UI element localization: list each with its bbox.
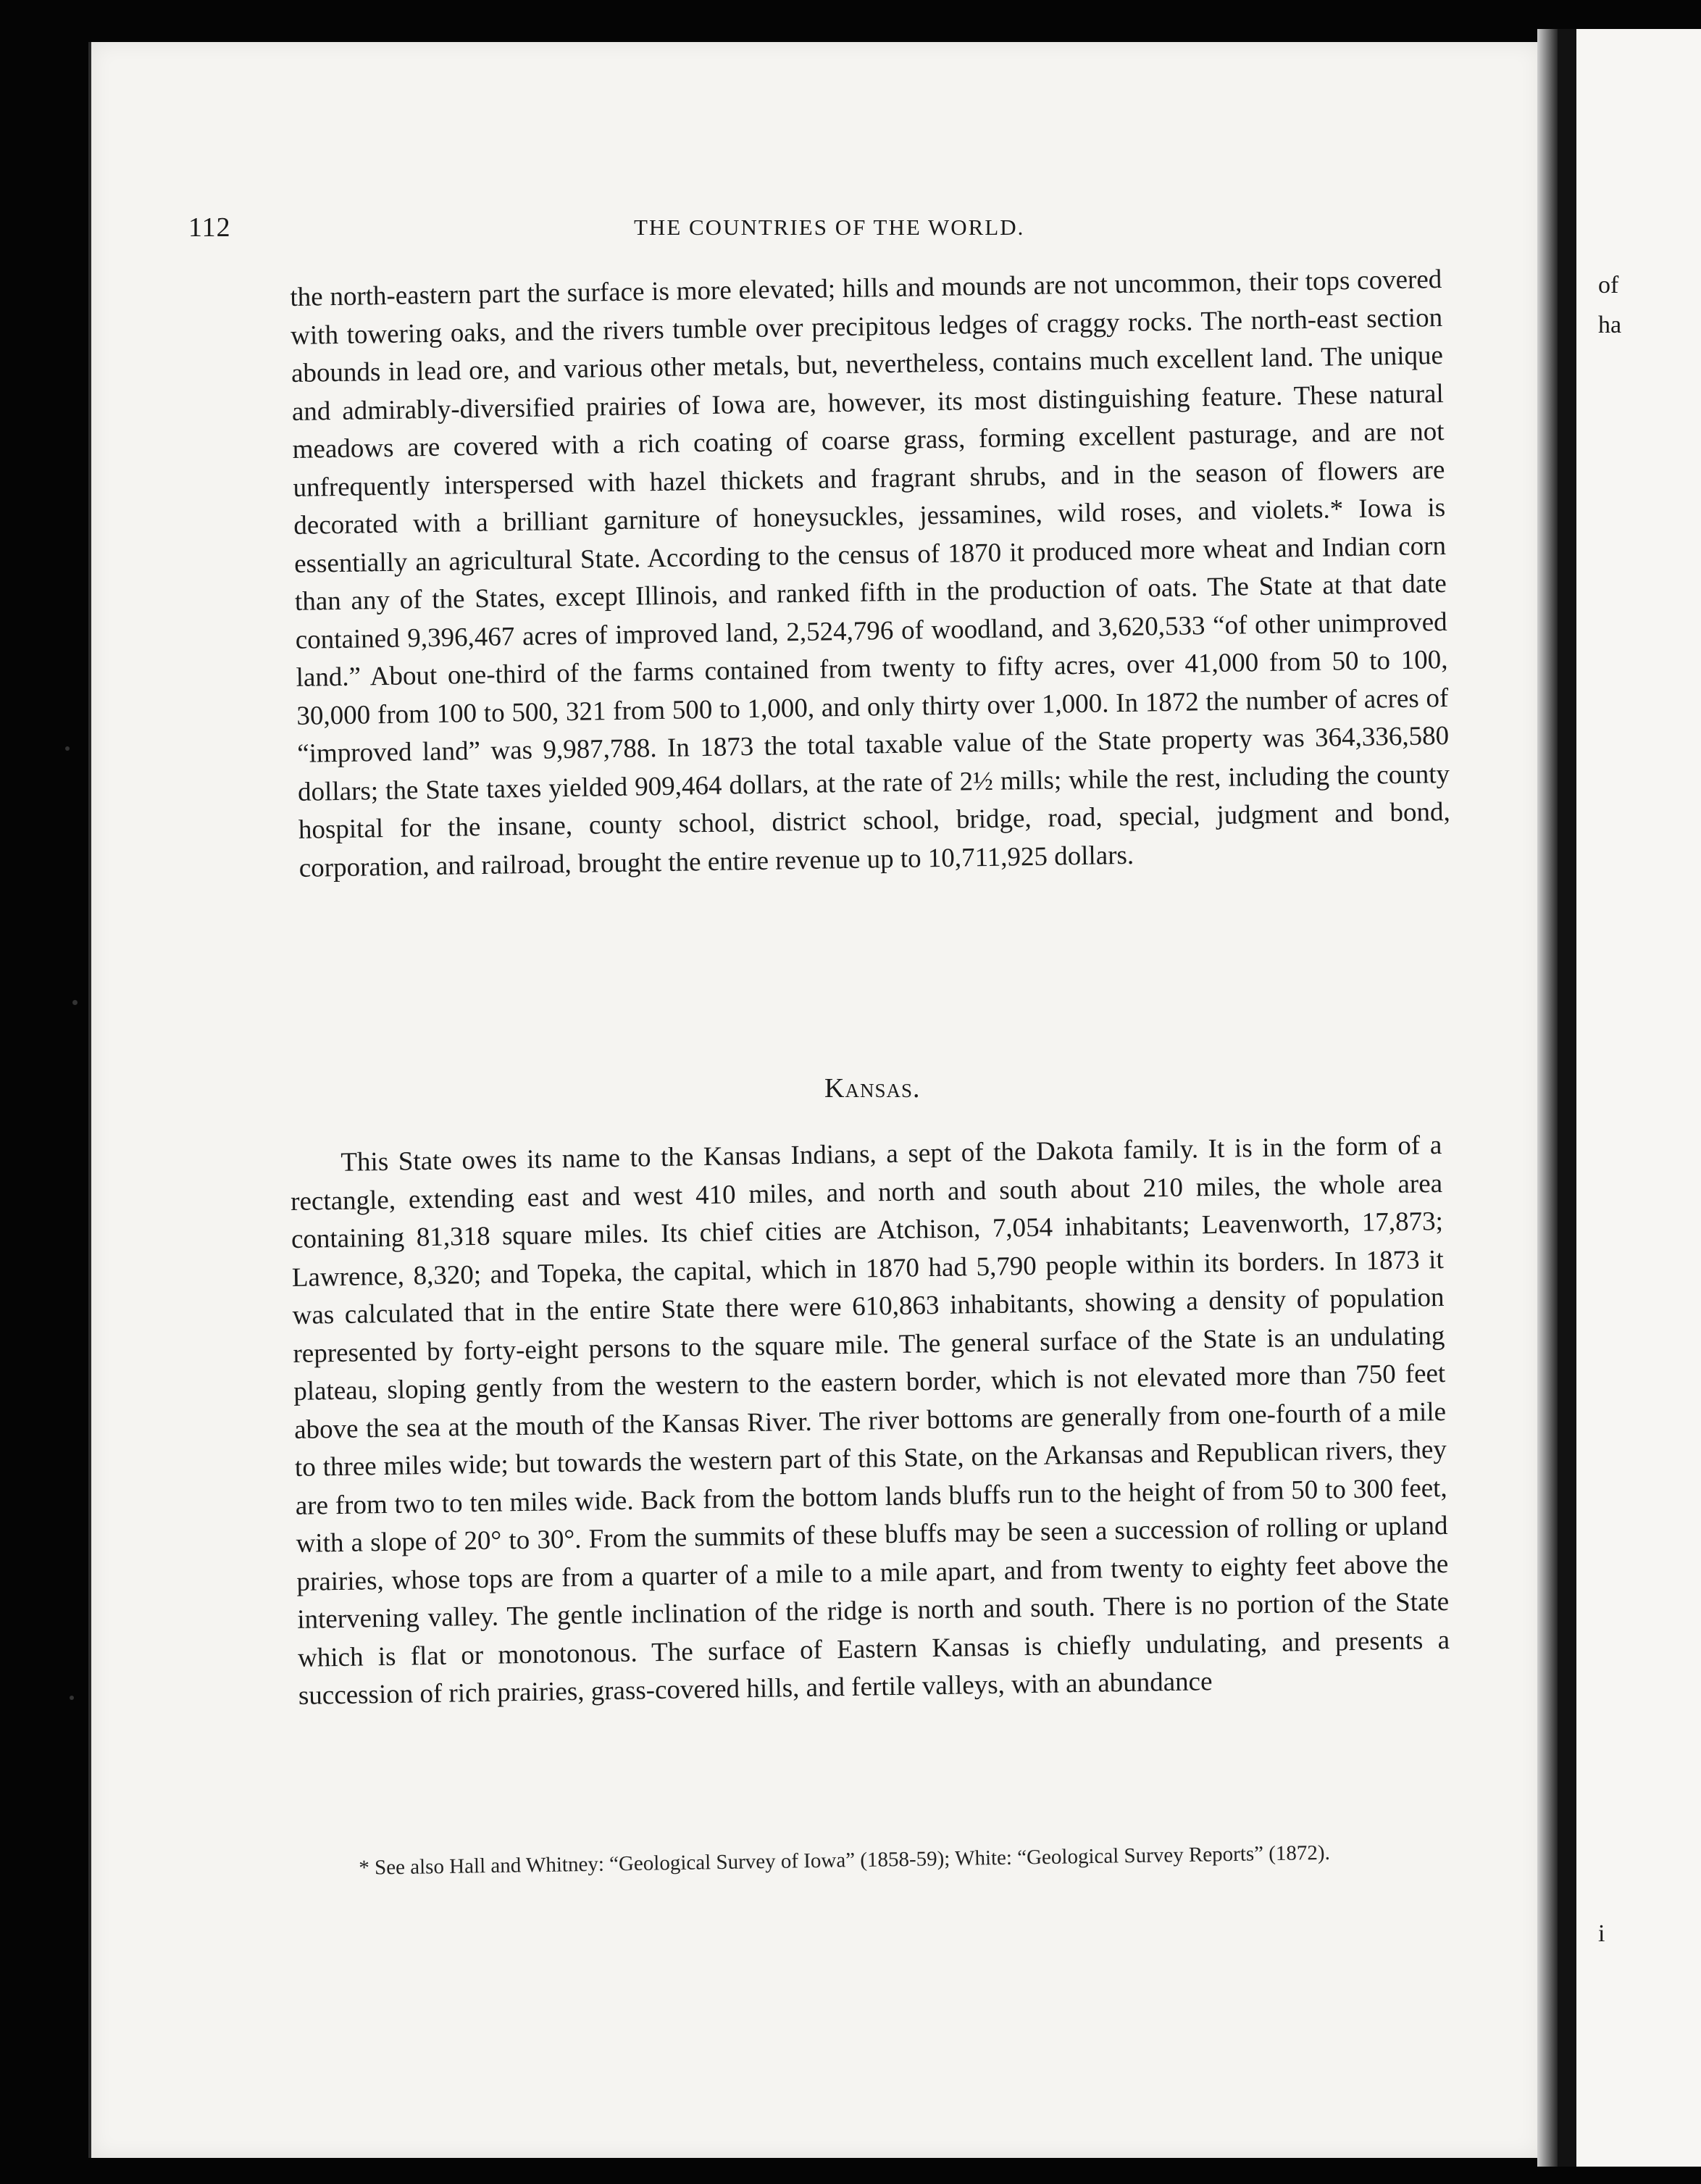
scan-speck — [70, 1696, 74, 1700]
facing-page-text-3: i — [1598, 1920, 1605, 1947]
kansas-text-block — [290, 1127, 1450, 1715]
book-gutter — [1537, 29, 1559, 2167]
facing-page-fragment — [1558, 29, 1701, 2167]
page-header — [188, 212, 1463, 255]
running-title: THE COUNTRIES OF THE WORLD. — [634, 214, 1025, 240]
page-number: 112 — [188, 212, 231, 243]
scan-speck — [72, 1000, 78, 1005]
scan-speck — [65, 746, 70, 751]
facing-page-text-2: ha — [1598, 312, 1622, 338]
body-paragraph: This State owes its name to the Kansas Indians, a sept of the Dakota family. It is in the form of a rectangle, extending east and west 410 miles, and north and south about 210 miles, the whole area containing 81,318 square miles. Its chief cities are Atchison, 7,054 inhabitants; Leavenworth, 17,873; Lawrence, 8,320; and Topeka, the capital, which in 1870 had 5,790 people within its borders. In 1873 it was calculated that in the entire State there were 610,863 inhabitants, showing a density of population represented by forty-eight persons to the square mile. The general surface of the State is an undulating plateau, sloping gently from the western to the eastern border, which is not elevated more than 750 feet above the sea at the mouth of the Kansas River. The river bottoms are generally from one-fourth of a mile to three miles wide; but towards the western part of this State, on the Arkansas and Republican rivers, they are from two to ten miles wide. Back from the bottom lands bluffs run to the height of from 50 to 300 feet, with a slope of 20° to 30°. From the summits of these bluffs may be seen a succession of rolling or upland prairies, whose tops are from a quarter of a mile to a mile apart, and from twenty to eighty feet above the intervening valley. The gentle inclination of the ridge is north and south. There is no portion of the State which is flat or monotonous. The surface of Eastern Kansas is chiefly undulating, and presents a succession of rich prairies, grass-covered hills, and fertile valleys, with an abundance — [290, 1130, 1450, 1711]
facing-page-text-1: of — [1598, 272, 1619, 299]
iowa-text-block — [290, 261, 1451, 888]
body-paragraph: the north-eastern part the surface is more elevated; hills and mounds are not uncommon, their tops covered with towering oaks, and the rivers tumble over precipitous ledges of craggy rocks. The north-east section abounds in lead ore, and various other metals, but, nevertheless, contains much excellent land. The unique and admirably-diversified prairies of Iowa are, however, its most distinguishing feature. These natural meadows are covered with a rich coating of coarse grass, forming excellent pasturage, and are not unfrequently interspersed with hazel thickets and fragrant shrubs, and in the season of flowers are decorated with a brilliant garniture of honeysuckles, jessamines, wild roses, and violets.* Iowa is essentially an agricultural State. According to the census of 1870 it produced more wheat and Indian corn than any of the States, except Illinois, and ranked fifth in the production of oats. The State at that date contained 9,396,467 acres of improved land, 2,524,796 of woodland, and 3,620,533 “of other unimproved land.” About one-third of the farms contained from twenty to fifty acres, over 41,000 from 50 to 100, 30,000 from 100 to 500, 321 from 500 to 1,000, and only thirty over 1,000. In 1872 the number of acres of “improved land” was 9,987,788. In 1873 the total taxable value of the State property was 364,336,580 dollars; the State taxes yielded 909,464 dollars, at the rate of 2½ mills; while the rest, including the county hospital for the insane, county school, district school, bridge, road, special, judgment and bond, corporation, and railroad, brought the entire revenue up to 10,711,925 dollars. — [290, 264, 1451, 883]
section-heading: Kansas. — [824, 1073, 921, 1104]
footnote-text: * See also Hall and Whitney: “Geological Survey of Iowa” (1858-59); White: “Geological Survey Reports” (1872). — [359, 1841, 1331, 1880]
